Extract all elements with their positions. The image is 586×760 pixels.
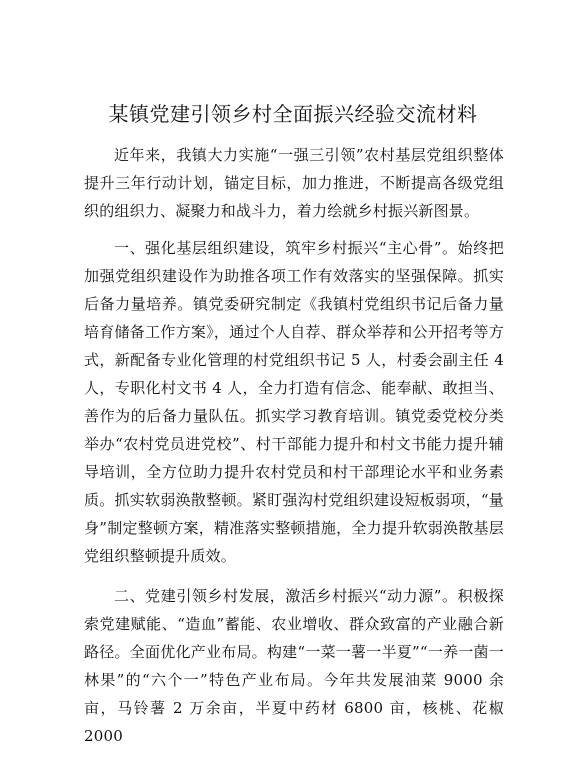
paragraph-section-two: 二、党建引领乡村发展，激活乡村振兴“动力源”。积极探索党建赋能、“造血”蓄能、农业增收、群众致富的产业融合新路径。全面优化产业布局。构建“一菜一薯一半夏”“一养一菌一林果”的“六个一”特色产业布局。今年共发展油菜 9000 余亩，马铃薯 2 万余亩，半夏中药材 6800 亩，核桃、花椒 2000 bbox=[84, 587, 504, 745]
paragraph-intro: 近年来，我镇大力实施“一强三引领”农村基层党组织整体提升三年行动计划，锚定目标，加力推进，不断提高各级党组织的组织力、凝聚力和战斗力，着力绘就乡村振兴新图景。 bbox=[84, 146, 504, 220]
paragraph-section-one: 一、强化基层组织建设，筑牢乡村振兴“主心骨”。始终把加强党组织建设作为助推各项工作有效落实的坚强保障。抓实后备力量培养。镇党委研究制定《我镇村党组织书记后备力量培育储备工作方案》，通过个人自荐、群众举荐和公开招考等方式，新配备专业化管理的村党组织书记 5 人，村委会副主任 4 人，专职化村文书 4 人，全力打造有信念、能奉献、敢担当、善作为的后备力量队伍。抓实学习教育培训。镇党委党校分类举办“农村党员进党校”、村干部能力提升和村文书能力提升辅导培训，全方位助力提升农村党员和村干部理论水平和业务素质。抓实软弱涣散整顿。紧盯强沟村党组织建设短板弱项，“量身”制定整顿方案，精准落实整顿措施，全力提升软弱涣散基层党组织整顿提升质效。 bbox=[84, 239, 504, 565]
document-body bbox=[84, 141, 504, 760]
document-title: 某镇党建引领乡村全面振兴经验交流材料 bbox=[108, 102, 478, 126]
